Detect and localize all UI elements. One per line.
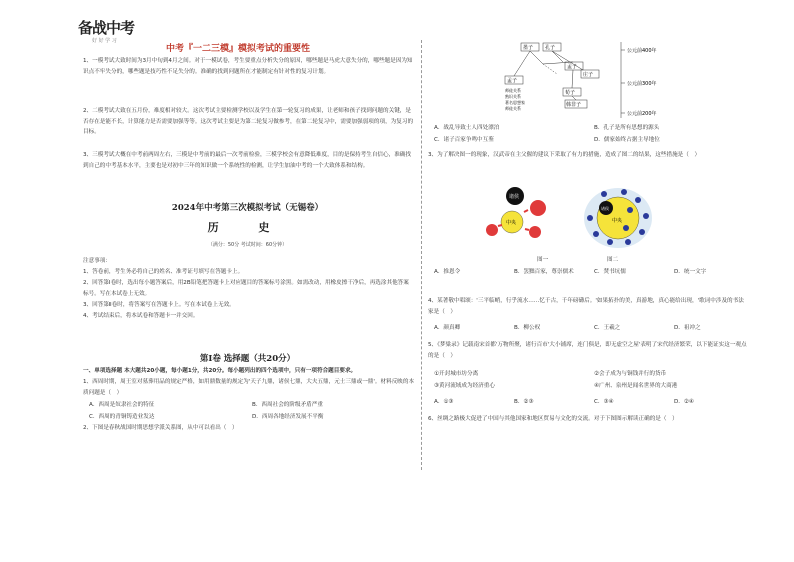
diagram-dashed-link <box>543 64 557 74</box>
diagram-label-hanfeizi: 韩非子 <box>566 102 582 108</box>
fig2-dot-5 <box>639 229 645 235</box>
notice-item-2: 2、二模考试大致在五月份，难度相对较大。这次考试主要检测学校以及学生在第一轮复习的成果，让老师和孩子找到问题的关键，是否存在是能不长，计算能力是否需要加强等等。这次考试主要是为第二轮复习做参考，在第二轮复习中，需要加强弱项的项，为复习的目标。 <box>83 108 414 135</box>
q1-option-a: A．西周是奴隶社会的特征 <box>89 402 155 408</box>
fig1-red-3 <box>529 226 541 238</box>
q5-option-a: A．①③ <box>434 399 454 405</box>
diagram-label-mengzi: 孟子 <box>567 64 578 70</box>
q3-option-d: D．统一文字 <box>674 269 707 275</box>
q3-option-c: C．焚书坑儒 <box>594 269 626 275</box>
timeline-label-1: 公元前400年 <box>627 48 657 54</box>
q4-option-b: B．柳公权 <box>514 325 541 331</box>
schools-relation-diagram <box>503 40 668 120</box>
fig2-dot-1 <box>587 215 593 221</box>
diagram-label-mozi: 墨子 <box>523 45 534 51</box>
q4-option-d: D．祖冲之 <box>674 325 701 331</box>
note-3: 3、回答第Ⅱ卷时，将答案写在答题卡上。写在本试卷上无效。 <box>83 302 235 308</box>
fig2-dot-4 <box>625 239 631 245</box>
q5-item-1: ①开封城市坊分离 <box>434 371 479 377</box>
diagram-label-xunzi: 荀子 <box>565 90 576 96</box>
q4-option-c: C．王羲之 <box>594 325 621 331</box>
legend-4: 师徒关系 <box>505 106 521 111</box>
q1-options <box>83 399 415 423</box>
q2-stem: 2、下图是春秋战国时期思想学派关系图，从中可以看出（ ） <box>83 425 238 431</box>
question-block-left <box>83 366 415 434</box>
fig1-caption: 图一 <box>537 257 549 263</box>
notes-title: 注意事项： <box>83 258 111 264</box>
q6-stem: 6、丝绸之路极大促进了中国与其他国家和地区贸易与文化的交流。对于下图图示解读正确的是（ ） <box>428 416 678 422</box>
fig2-lord-label: 诸侯 <box>601 206 609 211</box>
note-2: 2、回答第Ⅰ卷时，选出每小题答案后，用2B铅笔把答题卡上对应题目的答案标号涂黑。如需改动，用橡皮擦干净后，再选涂其他答案标号。写在本试卷上无效。 <box>83 280 409 297</box>
fig1-red-2 <box>486 224 498 236</box>
fig2-dot-3 <box>607 239 613 245</box>
q1-option-b: B．西周社会的阶级矛盾严重 <box>252 402 323 408</box>
notice-item-3: 3、三模考试大概在中考前两周左右，三模是中考前的最后一次考前检验，三模学校会有意降低难度，目的是保持考生自信心，准确找到自己的中考基本水平，主要也是对初中三年的知识做一个系统性的检测，让学生加油中考的一个大致体系和结构。 <box>83 152 411 169</box>
legend-2: 熟识关系 <box>505 94 521 99</box>
note-4: 4、考试结束后，将本试卷和答题卡一并交回。 <box>83 313 199 319</box>
section-description: 一、单项选择题 本大题共20小题，每小题1分，共20分。每小题列出的四个选项中，只有一项符合题目要求。 <box>83 368 357 374</box>
q3-option-a: A．推恩令 <box>434 269 461 275</box>
exam-title: 2024年中考第三次模拟考试（无锡卷） <box>171 203 324 213</box>
q5-item-4: ④广州、泉州是闻名世界的大商港 <box>594 383 678 389</box>
fig2-dot-9 <box>601 191 607 197</box>
fig2-caption: 图二 <box>607 257 619 263</box>
figure-1 <box>486 187 546 238</box>
diagram-label-kongzi: 孔子 <box>545 45 556 51</box>
q1-option-d: D．西周各地经济发展不平衡 <box>252 414 324 420</box>
timeline-label-2: 公元前300年 <box>627 81 657 87</box>
q2-option-b: B．孔子是所有思想的源头 <box>594 125 660 131</box>
q2-options <box>428 122 754 146</box>
fig1-center-label: 中央 <box>506 220 517 226</box>
column-divider <box>421 40 422 470</box>
exam-subject: 历 史 <box>207 221 288 234</box>
q2-option-c: C．诸子百家争鸣中互鉴 <box>434 137 494 143</box>
fig1-red-1 <box>530 200 546 216</box>
fig2-dot-8 <box>621 189 627 195</box>
q4-stem: 4、某著敬中唱颂：'三平临峭，行乎流水……忆千古，千年磅礴后。'如果拓扑的美，真游地，真心能给出现，'歌词中涉及的书法家是（ ） <box>428 298 744 315</box>
q3-options <box>428 266 754 278</box>
fig2-center-label: 中央 <box>612 218 623 224</box>
q5-item-2: ②会子成为与铜钱并行的货币 <box>594 371 667 377</box>
q1-stem: 1、西周时期，周王室对墓葬用品的规定严格，如用鼎数量的规定为'天子九鼎，诸侯七鼎，大夫五鼎，元士三鼎或一鼎'。材料反映的本质问题是（ ） <box>83 379 415 396</box>
q5-items <box>428 368 754 392</box>
fig2-dot-6 <box>643 213 649 219</box>
legend-1: 师徒关系 <box>505 88 521 93</box>
section-title: 第Ⅰ卷 选择题（共20分） <box>199 354 296 364</box>
q2-option-d: D．儒家始终占据主导地位 <box>594 137 660 143</box>
note-1: 1、答卷前，考生务必将自己的姓名、准考证号填写在答题卡上。 <box>83 269 244 275</box>
q5-option-d: D．②④ <box>674 399 694 405</box>
fig2-dot-10 <box>627 207 633 213</box>
q3-option-b: B．罢黜百家，尊崇儒术 <box>514 269 574 275</box>
notice-title: 中考『一二三模』模拟考试的重要性 <box>166 44 311 54</box>
diagram-label-zhuangzi: 庄子 <box>583 72 594 78</box>
q3-figures <box>440 182 680 252</box>
q5-option-b: B．②③ <box>514 399 534 405</box>
logo-text: 备战中考 <box>78 19 135 37</box>
q3-stem: 3、为了解决图一的现象，汉武帝在主父偃的建议下采取了有力的措施，造成了图二的结果，这些措施是（ ） <box>428 152 701 158</box>
fig1-lord-label: 诸侯 <box>509 194 520 200</box>
figure-2 <box>584 188 652 248</box>
logo-subtitle: 好 好 学 习 <box>92 38 117 44</box>
q5-option-c: C．③④ <box>594 399 614 405</box>
diagram-label-mengzi-2: 孟子 <box>507 78 518 84</box>
exam-meta: （满分：50分 考试时间：60分钟） <box>207 242 288 248</box>
legend-3: 著名思想家 <box>505 100 525 105</box>
q4-option-a: A．颜真卿 <box>434 325 461 331</box>
q1-option-c: C．西周的青铜铸造业发达 <box>89 414 155 420</box>
fig2-dot-2 <box>593 231 599 237</box>
timeline-label-3: 公元前200年 <box>627 111 657 117</box>
notice-item-1: 1、一模考试大致时间为3月中旬到4月之间。对于一模试卷，考生要重点分析失分的原因，哪些题是马虎大意失分的，哪些题是因为知识点不牢失分的，哪些题是技巧性不足失分的。准确的找到问题所在才能制定有针对性的复习计划。 <box>83 58 413 75</box>
q5-item-3: ③黄河流域成为经济重心 <box>434 383 495 389</box>
q5-options <box>428 396 754 408</box>
q4-options <box>428 322 754 334</box>
exam-notes <box>83 256 413 322</box>
fig2-dot-7 <box>635 197 641 203</box>
fig2-dot-11 <box>623 225 629 231</box>
q5-stem: 5、《梦粱录》记载南宋首都'万物所聚，诸行百市'大小铺席，连门俱是，即无虚空之屋'表明了宋代经济繁荣，以下能证实这一观点的是（ ） <box>428 342 747 359</box>
q2-option-a: A．战乱导致士人四处漂泊 <box>434 125 500 131</box>
logo <box>78 18 144 46</box>
